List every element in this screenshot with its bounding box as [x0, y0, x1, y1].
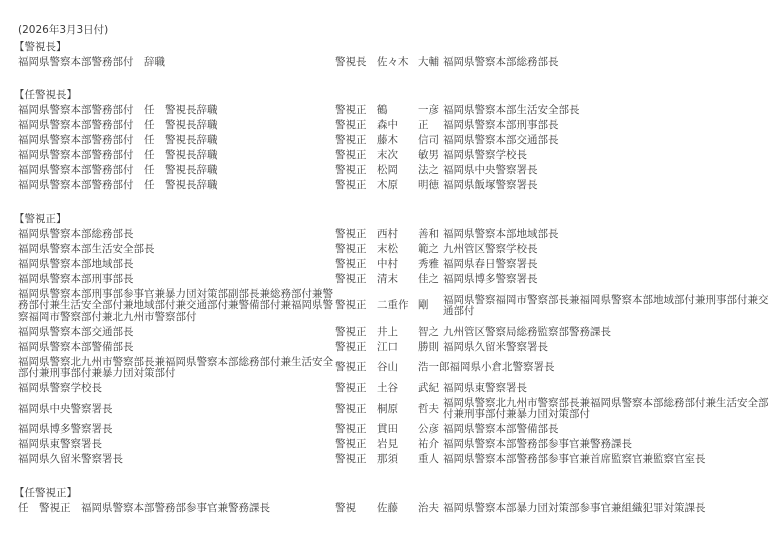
new-post: 九州管区警察局総務監察部警務課長: [443, 325, 611, 338]
current-post: 福岡県警察本部警務部付 任 警視長辞職: [18, 134, 218, 147]
given-name: 明徳: [418, 179, 439, 192]
new-post: 福岡県警察本部暴力団対策部参事官兼組織犯罪対策課長: [443, 501, 706, 514]
rank-section: [14, 41, 770, 68]
family-name: 中村: [377, 257, 398, 270]
given-name: 武紀: [418, 382, 439, 395]
personnel-row: [18, 357, 770, 380]
new-post: 福岡県警察本部刑事部長: [443, 119, 559, 132]
family-name: 二重作: [377, 299, 409, 312]
personnel-row: [18, 57, 770, 68]
personnel-row: [18, 454, 770, 465]
current-post: 福岡県警察本部刑事部参事官兼暴力団対策部副部長兼総務部付兼警務部付兼生活安全部付兼地域部付兼交通部付兼警備部付兼福岡県警察福岡市警察部付兼北九州市警察部付: [18, 287, 333, 323]
new-post: 福岡県警察本部総務部長: [443, 56, 559, 68]
current-post: 福岡県警察本部警務部付 任 警視長辞職: [18, 164, 218, 177]
family-name: 木原: [377, 179, 398, 192]
personnel-row: [18, 120, 770, 131]
effective-date: (2026年3月3日付): [18, 24, 109, 36]
given-name: 善和: [418, 227, 439, 240]
new-post: 福岡県博多警察署長: [443, 272, 538, 285]
personnel-row: [18, 105, 770, 116]
personnel-row: [18, 398, 770, 421]
rank-label: 警視正: [335, 382, 367, 395]
personnel-row: [18, 289, 770, 323]
rank-label: 警視正: [335, 134, 367, 147]
section-heading: 【警視正】: [14, 212, 67, 225]
rank-label: 警視正: [335, 340, 367, 353]
family-name: 森中: [377, 119, 398, 132]
given-name: 智之: [418, 325, 439, 338]
rank-label: 警視正: [335, 438, 367, 451]
personnel-row: [18, 503, 770, 514]
family-name: 藤木: [377, 134, 398, 147]
personnel-row: [18, 383, 770, 394]
rank-label: 警視正: [335, 361, 367, 374]
rank-label: 警視長: [335, 56, 367, 68]
family-name: 井上: [377, 325, 398, 338]
rank-label: 警視正: [335, 453, 367, 466]
current-post: 福岡県警察本部生活安全部長: [18, 242, 155, 255]
rank-label: 警視正: [335, 149, 367, 162]
current-post: 福岡県警察本部地域部長: [18, 257, 134, 270]
family-name: 松岡: [377, 164, 398, 177]
given-name: 治夫: [418, 501, 439, 514]
given-name: 信司: [418, 134, 439, 147]
new-post: 福岡県警察本部交通部長: [443, 134, 559, 147]
family-name: 江口: [377, 340, 398, 353]
rank-label: 警視正: [335, 119, 367, 132]
current-post: 福岡県警察北九州市警察部長兼福岡県警察本部総務部付兼生活安全部付兼刑事部付兼暴力団対策部付: [18, 355, 333, 380]
personnel-row: [18, 424, 770, 435]
given-name: 哲夫: [418, 402, 439, 415]
rank-section: [14, 212, 770, 466]
new-post: 福岡県警察本部警備部長: [443, 423, 559, 436]
family-name: 谷山: [377, 361, 398, 374]
personnel-row: [18, 259, 770, 270]
current-post: 福岡県警察本部警務部付 任 警視長辞職: [18, 179, 218, 192]
current-post: 任 警視正 福岡県警察本部警務部参事官兼警務課長: [18, 501, 270, 514]
new-post: 福岡県警察本部警務部参事官兼首席監察官兼監察官室長: [443, 453, 706, 466]
personnel-row: [18, 327, 770, 338]
new-post: 福岡県東警察署長: [443, 382, 527, 395]
new-post: 福岡県飯塚警察署長: [443, 179, 538, 192]
family-name: 貫田: [377, 423, 398, 436]
personnel-row: [18, 135, 770, 146]
family-name: 那須: [377, 453, 398, 466]
rank-label: 警視正: [335, 257, 367, 270]
new-post: 福岡県警察福岡市警察部長兼福岡県警察本部地域部付兼刑事部付兼交通部付: [443, 293, 769, 317]
rank-label: 警視正: [335, 179, 367, 192]
section-heading: 【任警視正】: [14, 486, 77, 499]
rank-label: 警視正: [335, 299, 367, 312]
given-name: 一彦: [418, 104, 439, 117]
current-post: 福岡県警察本部刑事部長: [18, 272, 134, 285]
family-name: 佐々木: [377, 56, 409, 68]
rank-label: 警視正: [335, 227, 367, 240]
rank-label: 警視: [335, 501, 356, 514]
current-post: 福岡県警察本部警務部付 辞職: [18, 56, 165, 68]
family-name: 土谷: [377, 382, 398, 395]
personnel-row: [18, 342, 770, 353]
given-name: 秀雅: [418, 257, 439, 270]
new-post: 福岡県久留米警察署長: [443, 340, 548, 353]
given-name: 佳之: [418, 272, 439, 285]
current-post: 福岡県警察本部総務部長: [18, 227, 134, 240]
new-post: 福岡県小倉北警察署長: [449, 361, 555, 374]
given-name: 浩一郎: [418, 361, 450, 374]
given-name: 敏男: [418, 149, 439, 162]
rank-label: 警視正: [335, 242, 367, 255]
current-post: 福岡県警察本部警務部付 任 警視長辞職: [18, 104, 218, 117]
given-name: 勝則: [418, 340, 439, 353]
new-post: 福岡県警察北九州市警察部長兼福岡県警察本部総務部付兼生活安全部付兼刑事部付兼暴力団対策部付: [443, 397, 769, 421]
current-post: 福岡県警察本部警備部長: [18, 340, 134, 353]
rank-section: [14, 89, 770, 192]
given-name: 範之: [418, 242, 439, 255]
new-post: 福岡県警察学校長: [443, 149, 527, 162]
rank-label: 警視正: [335, 325, 367, 338]
family-name: 末次: [377, 149, 398, 162]
personnel-row: [18, 274, 770, 285]
family-name: 桐原: [377, 402, 398, 415]
given-name: 公彦: [418, 423, 439, 436]
new-post: 福岡県警察本部生活安全部長: [443, 104, 580, 117]
family-name: 西村: [377, 227, 398, 240]
rank-label: 警視正: [335, 423, 367, 436]
rank-label: 警視正: [335, 402, 367, 415]
new-post: 福岡県中央警察署長: [443, 164, 538, 177]
given-name: 祐介: [418, 438, 439, 451]
given-name: 法之: [418, 164, 439, 177]
rank-label: 警視正: [335, 164, 367, 177]
personnel-row: [18, 150, 770, 161]
personnel-row: [18, 180, 770, 191]
new-post: 福岡県春日警察署長: [443, 257, 538, 270]
given-name: 正: [418, 119, 429, 132]
current-post: 福岡県東警察署長: [18, 438, 102, 451]
rank-section: [14, 486, 770, 514]
given-name: 大輔: [418, 56, 439, 68]
current-post: 福岡県久留米警察署長: [18, 453, 123, 466]
sections-container: [14, 41, 770, 514]
current-post: 福岡県中央警察署長: [18, 402, 113, 415]
rank-label: 警視正: [335, 272, 367, 285]
personnel-row: [18, 439, 770, 450]
current-post: 福岡県警察本部交通部長: [18, 325, 134, 338]
personnel-row: [18, 165, 770, 176]
given-name: 重人: [418, 453, 439, 466]
new-post: 福岡県警察本部地域部長: [443, 227, 559, 240]
personnel-row: [18, 229, 770, 240]
new-post: 九州管区警察学校長: [443, 242, 538, 255]
family-name: 岩見: [377, 438, 398, 451]
current-post: 福岡県警察本部警務部付 任 警視長辞職: [18, 149, 218, 162]
family-name: 鶴: [377, 104, 388, 117]
current-post: 福岡県博多警察署長: [18, 423, 113, 436]
family-name: 清末: [377, 272, 398, 285]
given-name: 剛: [418, 299, 429, 312]
family-name: 佐藤: [377, 501, 398, 514]
section-heading: 【任警視長】: [14, 89, 77, 102]
family-name: 末松: [377, 242, 398, 255]
personnel-row: [18, 244, 770, 255]
new-post: 福岡県警察本部警務部参事官兼警務課長: [443, 438, 632, 451]
current-post: 福岡県警察学校長: [18, 382, 102, 395]
rank-label: 警視正: [335, 104, 367, 117]
current-post: 福岡県警察本部警務部付 任 警視長辞職: [18, 119, 218, 132]
section-heading: 【警視長】: [14, 41, 67, 53]
